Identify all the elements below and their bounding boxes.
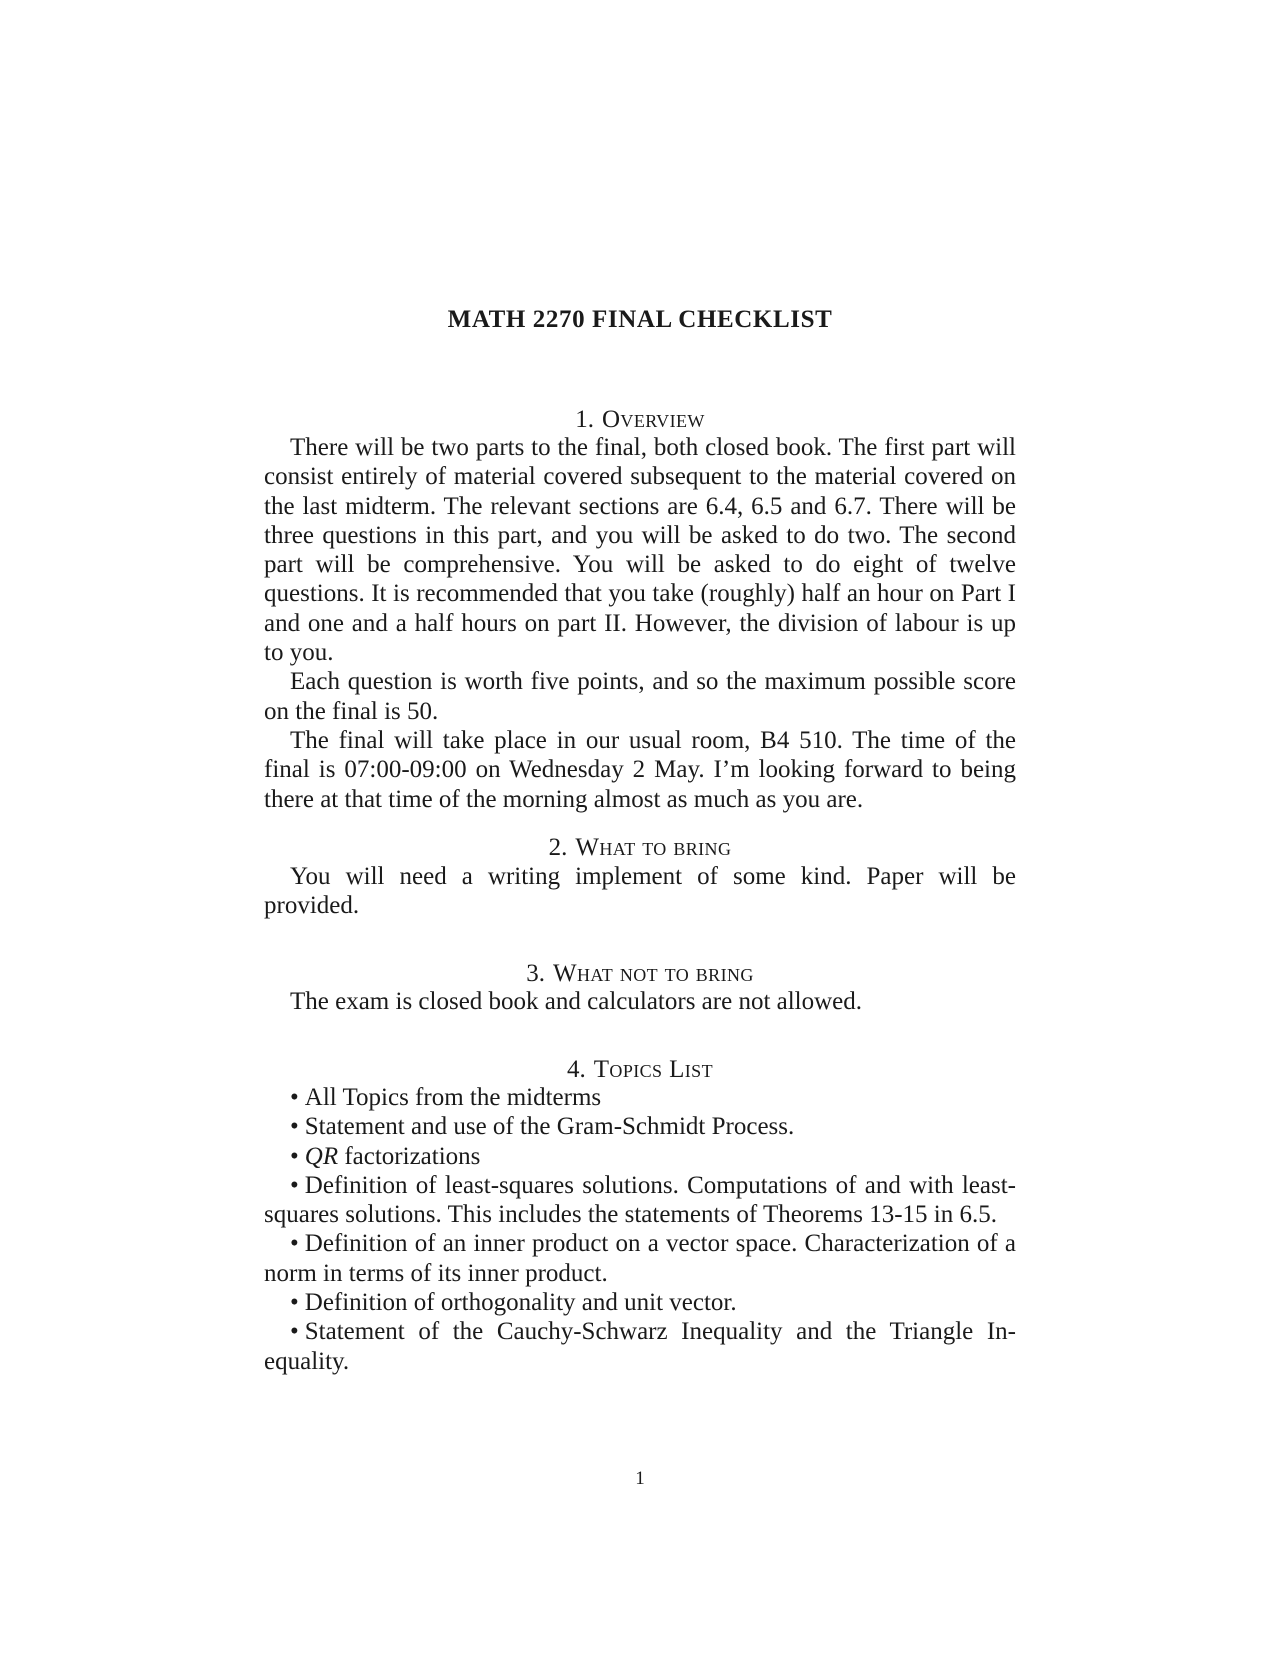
list-item xyxy=(264,1112,1016,1141)
list-item-text: factorizations xyxy=(344,1142,481,1170)
section-heading-topics-list xyxy=(264,1056,1016,1084)
math-symbol: QR xyxy=(304,1142,339,1170)
section-number: 2. xyxy=(548,834,568,861)
topics-list xyxy=(264,1083,1016,1376)
list-item xyxy=(264,1083,1016,1112)
section-number: 4. xyxy=(567,1056,586,1083)
bullet-icon: • xyxy=(290,1084,299,1111)
overview-paragraph-2: Each question is worth five points, and so the maximum possible score on the final is 50. xyxy=(264,668,1016,725)
list-item-text: Statement of the Cauchy-Schwarz Inequality and the Triangle Inequality. xyxy=(264,1318,1016,1375)
list-item-text: Definition of least-squares solutions. Computations of and with least-squares solutions. This includes the statements of Theorems 13-15 in 6.5. xyxy=(264,1171,1016,1229)
section-heading-what-not-to-bring xyxy=(264,960,1016,988)
list-item-text: Definition of orthogonality and unit vector. xyxy=(304,1289,737,1317)
what-to-bring-paragraph: You will need a writing implement of some kind. Paper will be provided. xyxy=(264,863,1016,920)
section-number: 1. xyxy=(575,406,594,433)
bullet-icon: • xyxy=(290,1171,299,1199)
what-to-bring-body xyxy=(264,862,1016,921)
topics-body xyxy=(264,1083,1016,1376)
list-item xyxy=(264,1229,1016,1288)
list-item-text: Definition of an inner product on a vector space. Characterization of a norm in terms of its inner product. xyxy=(264,1230,1016,1287)
overview-paragraph-1: There will be two parts to the final, both closed book. The first part will consist entirely of material covered subsequent to the material covered on the last midterm. The relevant sections are 6.4, 6.5 and 6.7. There will be three questions in this part, and you will be asked to do two. The second part will be comprehensive. You will be asked to do eight of twelve questions. It is recommended that you take (roughly) half an hour on Part I and one and a half hours on part II. However, the division of labour is up to you. xyxy=(264,434,1016,667)
overview-body xyxy=(264,433,1016,814)
bullet-icon: • xyxy=(290,1289,299,1317)
list-item-text: Statement and use of the Gram-Schmidt Process. xyxy=(304,1113,795,1141)
section-title: Topics List xyxy=(593,1056,713,1083)
list-item xyxy=(264,1171,1016,1230)
bullet-icon: • xyxy=(290,1113,299,1141)
section-heading-overview xyxy=(264,406,1016,434)
section-title: Overview xyxy=(601,406,705,433)
section-number: 3. xyxy=(526,960,545,987)
what-not-to-bring-paragraph: The exam is closed book and calculators are not allowed. xyxy=(290,988,863,1015)
overview-paragraph-3: The final will take place in our usual room, B4 510. The time of the final is 07:00-09:00 on Wednesday 2 May. I’m looking forward to being there at that time of the morning almost as much as you are. xyxy=(264,726,1016,813)
list-item-text: All Topics from the midterms xyxy=(304,1084,602,1111)
section-title: What not to bring xyxy=(552,960,754,987)
list-item xyxy=(264,1142,1016,1171)
page-number: 1 xyxy=(635,1468,645,1489)
document-title: MATH 2270 FINAL CHECKLIST xyxy=(447,306,833,333)
section-heading-what-to-bring xyxy=(264,834,1016,862)
bullet-icon: • xyxy=(290,1142,299,1170)
list-item xyxy=(264,1288,1016,1317)
list-item xyxy=(264,1317,1016,1376)
section-title: What to bring xyxy=(575,834,732,861)
what-not-to-bring-body xyxy=(264,987,1016,1016)
bullet-icon: • xyxy=(290,1230,299,1258)
bullet-icon: • xyxy=(290,1318,299,1346)
